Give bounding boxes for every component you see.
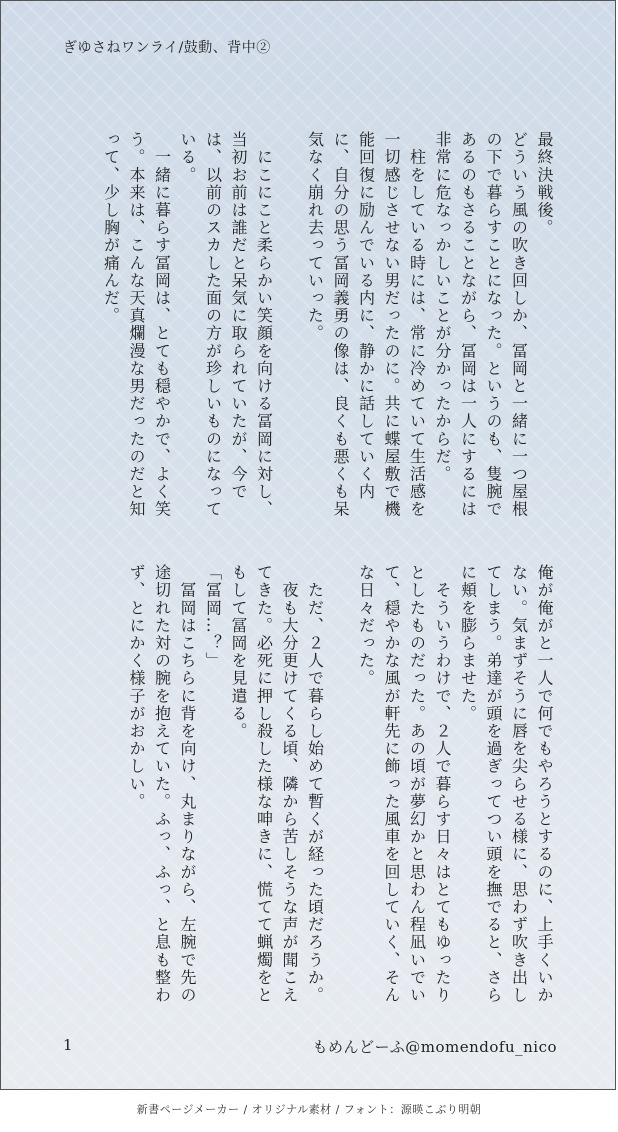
- paragraph: 「冨岡…？」: [203, 564, 223, 670]
- paragraph: 夜も大分更けてくる頃、隣から苦しそうな声が聞こえてきた。必死に押し殺した様な呻きに、慌てて蝋燭をともして冨岡を見遣る。: [229, 564, 299, 1004]
- credit-line: 新書ページメーカー / オリジナル素材 / フォント：源暎こぶり明朝: [136, 1103, 482, 1116]
- page-header-title: ぎゆさねワンライ/鼓動、背中②: [63, 40, 271, 56]
- paragraph: 俺が俺がと一人で何でもやろうとするのに、上手くいかない。気まずそうに唇を尖らせる様に、思わず吹き出してしまう。弟達が頭を過ぎってつい頭を撫でると、さらに頬を膨らませた。: [458, 564, 554, 1004]
- paragraph: ただ、２人で暮らし始めて暫くが経った頃だろうか。: [305, 564, 325, 1004]
- paragraph-spacer: [277, 131, 303, 531]
- author-handle: もめんどーふ@momendofu_nico: [312, 1038, 557, 1056]
- paragraph: にこにこと柔らかい笑顔を向ける冨岡に対し、当初お前は誰だと呆気に取られていたが、今では、以前のスカした面の方が珍しいものになっている。: [178, 131, 274, 519]
- paragraph: 柱をしている時には、常に冷めていて生活感を一切感じさせない男だったのに。共に蝶屋敷で機能回復に励んでいる内に、静かに話していく内に、自分の思う冨岡義勇の像は、良くも悪くも呆気なく崩れ去っていった。: [305, 131, 427, 519]
- paragraph: 最終決戦後。: [535, 131, 554, 237]
- paragraph: どういう風の吹き回しか、冨岡と一緒に一つ屋根の下で暮らすことになった。というのも、隻腕であるのもさることながら、冨岡は一人にするには非常に危なっかしいことが分かったからだ。: [433, 131, 529, 519]
- paragraph: 一緒に暮らす冨岡は、とても穏やかで、よく笑う。本来は、こんな天真爛漫な男だったのだと知って、少し胸が痛んだ。: [101, 131, 172, 519]
- paragraph-spacer: [328, 564, 354, 1004]
- upper-text-block: [98, 131, 557, 531]
- paragraph: そういうわけで、２人で暮らす日々はとてもゆったりとしたものだった。あの頃が夢幻かと思わん程凪いでいて、穏やかな風が軒先に飾った風車を回していく、そんな日々だった。: [356, 564, 452, 1004]
- lower-text-block: [124, 564, 558, 1004]
- page-number: 1: [63, 1036, 73, 1054]
- paragraph: 冨岡はこちらに背を向け、丸まりながら、左腕で先の途切れた対の腕を抱えていた。ふっ、ふっ、と息も整わず、とにかく様子がおかしい。: [127, 564, 197, 1004]
